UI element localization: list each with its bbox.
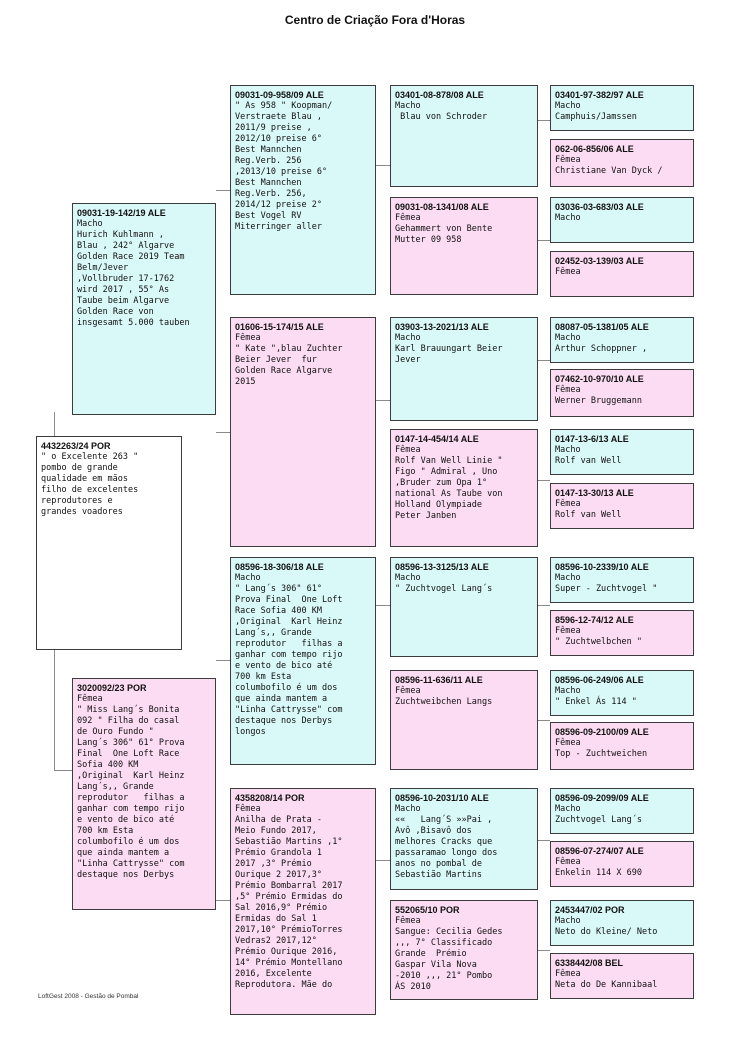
ring-number: 0147-13-6/13 ALE [555, 434, 629, 444]
ring-number: 09031-09-958/09 ALE [235, 90, 324, 100]
sex-label: Macho [77, 219, 103, 229]
pedigree-card-dsdd[interactable] [550, 722, 694, 770]
pedigree-card-dds[interactable] [390, 788, 538, 890]
pigeon-description: Neta do De Kannibaal [555, 980, 658, 990]
connector-line [216, 190, 230, 191]
ring-number: 062-06-856/06 ALE [555, 144, 634, 154]
pigeon-description: Sangue: Cecilia Gedes ,,, 7° Classificado Grande Prémio Gaspar Vila Nova -2010 ,,, 21° Pombo ÁS 2010 [395, 927, 503, 992]
ring-number: 0147-14-454/14 ALE [395, 434, 479, 444]
pedigree-card-sire-dam[interactable] [230, 317, 376, 547]
pedigree-card-sire-sire[interactable] [230, 85, 376, 295]
sex-label: Macho [395, 804, 421, 814]
pigeon-description: Super - Zuchtvogel " [555, 584, 658, 594]
pedigree-card-ssd[interactable] [390, 197, 538, 295]
pedigree-card-ssds[interactable] [550, 197, 694, 243]
pigeon-description: Rolf Van Well Linie " Figo " Admiral , Uno ,Bruder zum Opa 1° national As Taube von Holland Olympiade Peter Janben [395, 456, 503, 521]
sex-label: Fêmea [235, 333, 261, 343]
sex-label: Macho [235, 573, 261, 583]
sex-label: Macho [555, 686, 581, 696]
connector-line [538, 480, 550, 481]
sex-label: Fêmea [77, 694, 103, 704]
ring-number: 03401-08-878/08 ALE [395, 90, 484, 100]
pigeon-description: Christiane Van Dyck / [555, 166, 663, 176]
pigeon-description: Anilha de Prata - Meio Fundo 2017, Sebastião Martins ,1° Prémio Grandola 1 2017 ,3° Prémio Ourique 2 2017,3° Prémio Bombarral 2017 ,5° Prémio Ermidas do Sal 2016,9° Prémio Ermidas do Sal 1 2017,10° PrémioTorres Vedras2 2017,12° Prémio Ourique 2016, 14° Prémio Montellano 2016, Excelente Reprodutora. Mãe do [235, 815, 343, 990]
connector-line [376, 400, 390, 401]
pedigree-card-ddss[interactable] [550, 788, 694, 834]
sex-label: Fêmea [555, 738, 581, 748]
pigeon-description: Camphuis/Jamssen [555, 112, 637, 122]
pedigree-card-sssd[interactable] [550, 139, 694, 187]
pigeon-description: " o Excelente 263 " pombo de grande qualidade em mãos filho de excelentes reprodutores e grandes voadores [41, 452, 139, 517]
connector-line [538, 950, 550, 951]
ring-number: 552065/10 POR [395, 905, 460, 915]
ring-number: 0147-13-30/13 ALE [555, 488, 634, 498]
pedigree-card-sds[interactable] [390, 317, 538, 421]
pigeon-description: Neto do Kleine/ Neto [555, 927, 658, 937]
ring-number: 08596-06-249/06 ALE [555, 675, 644, 685]
connector-line [376, 165, 390, 166]
ring-number: 02452-03-139/03 ALE [555, 256, 644, 266]
page-title: Centro de Criação Fora d'Horas [284, 13, 466, 27]
pedigree-card-dddd[interactable] [550, 953, 694, 999]
ring-number: 4358208/14 POR [235, 793, 305, 803]
pigeon-description: " Lang´s 306" 61° Prova Final One Loft Race Sofia 400 KM ,Original Karl Heinz Lang´s,, Grande reprodutor filhas a ganhar com tempo rijo e vento de bico até 700 km Esta columbofilo é um dos que ainda mantem a "Linha Cattrysse" com destaque nos Derbys longos [235, 584, 343, 737]
sex-label: Fêmea [395, 686, 421, 696]
footer-credit: LoftGest 2008 - Gestão de Pombal [38, 993, 139, 1000]
pedigree-card-ddd[interactable] [390, 900, 538, 1000]
sex-label: Fêmea [555, 267, 581, 277]
ring-number: 08087-05-1381/05 ALE [555, 322, 649, 332]
pedigree-card-sire[interactable] [72, 203, 216, 415]
pigeon-description: Zuchtweibchen Langs [395, 697, 493, 707]
sex-label: Fêmea [555, 155, 581, 165]
ring-number: 08596-07-274/07 ALE [555, 846, 644, 856]
connector-line [538, 605, 550, 606]
ring-number: 3020092/23 POR [77, 683, 147, 693]
ring-number: 01606-15-174/15 ALE [235, 322, 324, 332]
ring-number: 08596-10-2031/10 ALE [395, 793, 489, 803]
pedigree-card-dam-sire[interactable] [230, 557, 376, 765]
sex-label: Fêmea [555, 385, 581, 395]
ring-number: 09031-08-1341/08 ALE [395, 202, 489, 212]
pedigree-card-sddd[interactable] [550, 483, 694, 529]
sex-label: Macho [395, 573, 421, 583]
pigeon-description: Werner Bruggemann [555, 396, 642, 406]
pedigree-card-ddsd[interactable] [550, 841, 694, 887]
connector-line [538, 240, 550, 241]
pigeon-description: " Zuchtvogel Lang´s [395, 584, 493, 594]
pigeon-description: Rolf van Well [555, 456, 622, 466]
pedigree-card-dam-dam[interactable] [230, 788, 376, 1015]
sex-label: Macho [555, 333, 581, 343]
ring-number: 03036-03-683/03 ALE [555, 202, 644, 212]
connector-line [216, 432, 230, 433]
connector-line [54, 412, 55, 436]
connector-line [376, 860, 390, 861]
ring-number: 07462-10-970/10 ALE [555, 374, 644, 384]
pedigree-card-dsss[interactable] [550, 557, 694, 603]
pigeon-description: Rolf van Well [555, 510, 622, 520]
pedigree-card-ddds[interactable] [550, 900, 694, 946]
ring-number: 03903-13-2021/13 ALE [395, 322, 489, 332]
pedigree-card-sdsd[interactable] [550, 369, 694, 417]
ring-number: 08596-18-306/18 ALE [235, 562, 324, 572]
ring-number: 08596-09-2100/09 ALE [555, 727, 649, 737]
connector-line [216, 660, 230, 661]
pigeon-description: Arthur Schoppner , [555, 344, 648, 354]
pigeon-description: Karl Brauungart Beier Jever [395, 344, 503, 365]
pedigree-card-sdd[interactable] [390, 429, 538, 547]
pigeon-description: Enkelin 114 X 690 [555, 868, 642, 878]
pedigree-card-dsd[interactable] [390, 670, 538, 770]
sex-label: Fêmea [555, 969, 581, 979]
sex-label: Fêmea [395, 213, 421, 223]
ring-number: 08596-13-3125/13 ALE [395, 562, 489, 572]
pigeon-description: Top - Zuchtweichen [555, 749, 648, 759]
sex-label: Fêmea [395, 916, 421, 926]
pedigree-card-dam[interactable] [72, 678, 216, 910]
ring-number: 03401-97-382/97 ALE [555, 90, 644, 100]
ring-number: 09031-19-142/19 ALE [77, 208, 166, 218]
sex-label: Macho [555, 573, 581, 583]
sex-label: Fêmea [235, 804, 261, 814]
pigeon-description: " Zuchtwelbchen " [555, 637, 642, 647]
sex-label: Fêmea [395, 445, 421, 455]
sex-label: Macho [555, 804, 581, 814]
sex-label: Macho [395, 101, 421, 111]
pedigree-card-sss[interactable] [390, 85, 538, 187]
pedigree-card-dssd[interactable] [550, 610, 694, 656]
ring-number: 08596-11-636/11 ALE [395, 675, 483, 685]
sex-label: Macho [555, 213, 581, 223]
ring-number: 6338442/08 BEL [555, 958, 624, 968]
connector-line [376, 605, 390, 606]
ring-number: 08596-09-2099/09 ALE [555, 793, 649, 803]
sex-label: Fêmea [555, 857, 581, 867]
ring-number: 2453447/02 POR [555, 905, 625, 915]
pigeon-description: Zuchtvogel Lang´s [555, 815, 642, 825]
sex-label: Macho [555, 445, 581, 455]
sex-label: Fêmea [555, 626, 581, 636]
connector-line [54, 650, 55, 770]
connector-line [538, 840, 550, 841]
ring-number: 4432263/24 POR [41, 441, 111, 451]
connector-line [216, 900, 230, 901]
pigeon-description: «« ‍ Lang´S »»Pai , Avô ,Bisavô dos melhores Cracks que passaramao longo dos anos no pombal de Sebastião Martins [395, 815, 498, 880]
pigeon-description: Gehammert von Bente Mutter 09 958 [395, 224, 493, 245]
pedigree-card-sdss[interactable] [550, 317, 694, 363]
pedigree-card-dsds[interactable] [550, 670, 694, 716]
pedigree-card-ssdd[interactable] [550, 251, 694, 297]
pigeon-description: " Miss Lang´s Bonita 092 " Filha do casal de Ouro Fundo " Lang´s 306" 61° Prova Final One Loft Race Sofia 400 KM ,Original Karl Heinz Lang´s,, Grande reprodutor filhas a ganhar com tempo rijo e vento de bico até 700 km Esta columbofilo é um dos que ainda mantem a "Linha Cattrysse" com destaque nos Derbys [77, 705, 185, 880]
pigeon-description: " As 958 " Koopman/ Verstraete Blau , 2011/9 preise , 2012/10 preise 6° Best Mannchen Reg.Verb. 256 ,2013/10 preise 6° Best Mannchen Reg.Verb. 256, 2014/12 preise 2° Best Vogel RV Miterringer aller [235, 101, 333, 232]
pedigree-card-ssss[interactable] [550, 85, 694, 131]
connector-line [538, 120, 550, 121]
pigeon-description: Blau von Schroder [395, 112, 488, 122]
connector-line [54, 770, 72, 771]
pigeon-description: " Kate ",blau Zuchter Beier Jever fur Golden Race Algarve 2015 [235, 344, 343, 387]
pigeon-description: " Enkel Ás 114 " [555, 697, 637, 707]
sex-label: Macho [555, 101, 581, 111]
connector-line [538, 360, 550, 361]
ring-number: 08596-10-2339/10 ALE [555, 562, 649, 572]
sex-label: Macho [395, 333, 421, 343]
pedigree-card-dss[interactable] [390, 557, 538, 657]
pigeon-description: Hurich Kuhlmann , Blau , 242° Algarve Golden Race 2019 Team Belm/Jever ,Vollbruder 17-1762 wird 2017 , 55° As Taube beim Algarve Golden Race von insgesamt 5.000 tauben [77, 230, 190, 328]
pedigree-card-subject[interactable] [36, 436, 182, 650]
connector-line [538, 720, 550, 721]
sex-label: Fêmea [555, 499, 581, 509]
pedigree-card-sdds[interactable] [550, 429, 694, 475]
ring-number: 8596-12-74/12 ALE [555, 615, 634, 625]
sex-label: Macho [555, 916, 581, 926]
